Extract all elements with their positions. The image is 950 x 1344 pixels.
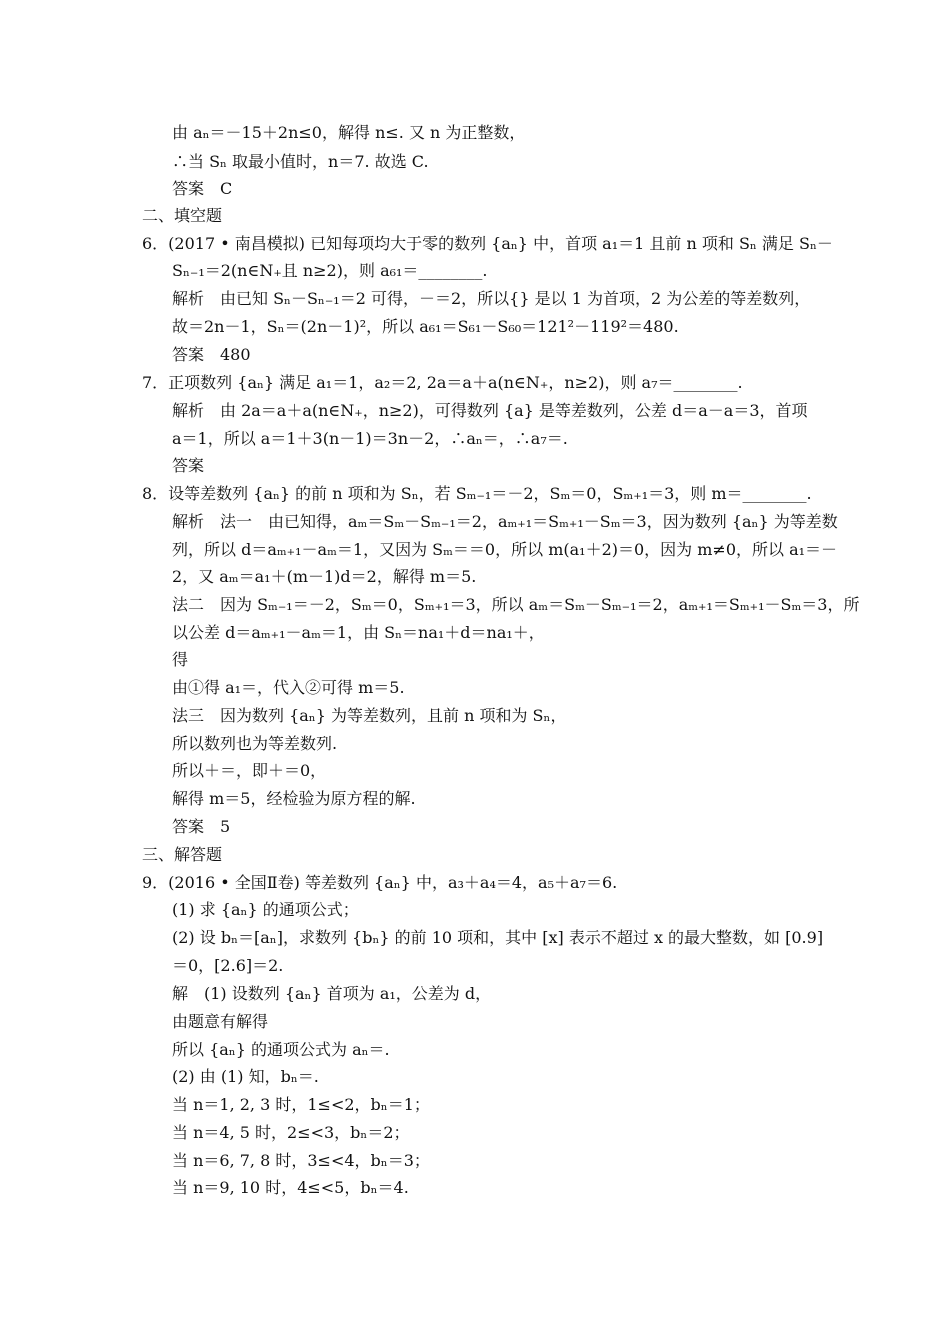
text-line: Sₙ₋₁＝2(n∈N₊且 n≥2)，则 a₆₁＝________. bbox=[172, 261, 488, 280]
text-line: 当 n＝1, 2, 3 时，1≤<2，bₙ＝1； bbox=[172, 1095, 430, 1114]
section-heading: 三、解答题 bbox=[142, 845, 223, 864]
text-line: (2) 设 bₙ＝[aₙ]，求数列 {bₙ} 的前 10 项和，其中 [x] 表示不超过 x 的最大整数，如 [0.9] bbox=[172, 928, 824, 947]
text-line: a＝1，所以 a＝1＋3(n－1)＝3n－2，∴aₙ＝，∴a₇＝. bbox=[172, 429, 568, 448]
text-line: ∴当 Sₙ 取最小值时，n＝7. 故选 C. bbox=[172, 152, 429, 171]
text-line: 当 n＝4, 5 时，2≤<3，bₙ＝2； bbox=[172, 1123, 410, 1142]
text-line: (1) 求 {aₙ} 的通项公式； bbox=[172, 900, 359, 919]
text-line: 列，所以 d＝aₘ₊₁－aₘ＝1，又因为 Sₘ＝＝0，所以 m(a₁＋2)＝0，因为 m≠0，所以 a₁＝－ bbox=[172, 540, 838, 559]
text-line: (2) 由 (1) 知，bₙ＝. bbox=[172, 1067, 319, 1086]
text-line: 答案 C bbox=[172, 179, 233, 198]
text-line: 所以＋＝，即＋＝0， bbox=[172, 761, 327, 780]
question-line: 8．设等差数列 {aₙ} 的前 n 项和为 Sₙ，若 Sₘ₋₁＝－2，Sₘ＝0，Sₘ₊₁＝3，则 m＝________. bbox=[142, 484, 812, 503]
text-line: 所以 {aₙ} 的通项公式为 aₙ＝. bbox=[172, 1040, 390, 1059]
text-line: 法二 因为 Sₘ₋₁＝－2，Sₘ＝0，Sₘ₊₁＝3，所以 aₘ＝Sₘ－Sₘ₋₁＝2，aₘ₊₁＝Sₘ₊₁－Sₘ＝3，所 bbox=[172, 595, 860, 614]
text-line: 解析 由已知 Sₙ－Sₙ₋₁＝2 可得，－＝2，所以{} 是以 1 为首项，2 为公差的等差数列， bbox=[172, 289, 811, 308]
text-line: 解 (1) 设数列 {aₙ} 首项为 a₁，公差为 d， bbox=[172, 984, 492, 1003]
answer-line: 答案 5 bbox=[172, 817, 231, 836]
text-line: 由题意有解得 bbox=[172, 1012, 269, 1031]
text-line: 以公差 d＝aₘ₊₁－aₘ＝1，由 Sₙ＝na₁＋d＝na₁＋， bbox=[172, 623, 545, 642]
text-line: 由 aₙ＝－15＋2n≤0，解得 n≤. 又 n 为正整数， bbox=[172, 123, 526, 142]
text-line: 得 bbox=[172, 650, 189, 669]
text-line: 由①得 a₁＝，代入②可得 m＝5. bbox=[172, 678, 405, 697]
question-line: 9．(2016 • 全国Ⅱ卷) 等差数列 {aₙ} 中，a₃＋a₄＝4，a₅＋a₇＝6. bbox=[142, 873, 618, 892]
text-line: 故＝2n－1，Sₙ＝(2n－1)²，所以 a₆₁＝S₆₁－S₆₀＝121²－119²＝480. bbox=[172, 317, 679, 336]
text-line: 2，又 aₘ＝a₁＋(m－1)d＝2，解得 m＝5. bbox=[172, 567, 477, 586]
text-line: 所以数列也为等差数列. bbox=[172, 734, 338, 753]
text-line: ＝0，[2.6]＝2. bbox=[172, 956, 284, 975]
text-line: 解得 m＝5，经检验为原方程的解. bbox=[172, 789, 416, 808]
text-line: 当 n＝9, 10 时，4≤<5，bₙ＝4. bbox=[172, 1178, 409, 1197]
text-line: 解析 法一 由已知得，aₘ＝Sₘ－Sₘ₋₁＝2，aₘ₊₁＝Sₘ₊₁－Sₘ＝3，因为数列 {aₙ} 为等差数 bbox=[172, 512, 838, 531]
section-heading: 二、填空题 bbox=[142, 206, 223, 225]
text-line: 解析 由 2a＝a＋a(n∈N₊，n≥2)，可得数列 {a} 是等差数列，公差 d＝a－a＝3，首项 bbox=[172, 401, 808, 420]
question-line: 7．正项数列 {aₙ} 满足 a₁＝1，a₂＝2, 2a＝a＋a(n∈N₊，n≥2)，则 a₇＝________. bbox=[142, 373, 743, 392]
answer-line: 答案 480 bbox=[172, 345, 251, 364]
answer-line: 答案 bbox=[172, 456, 205, 475]
text-line: 法三 因为数列 {aₙ} 为等差数列，且前 n 项和为 Sₙ， bbox=[172, 706, 567, 725]
text-line: 当 n＝6, 7, 8 时，3≤<4，bₙ＝3； bbox=[172, 1151, 430, 1170]
question-line: 6．(2017 • 南昌模拟) 已知每项均大于零的数列 {aₙ} 中，首项 a₁＝1 且前 n 项和 Sₙ 满足 Sₙ－ bbox=[142, 234, 833, 253]
